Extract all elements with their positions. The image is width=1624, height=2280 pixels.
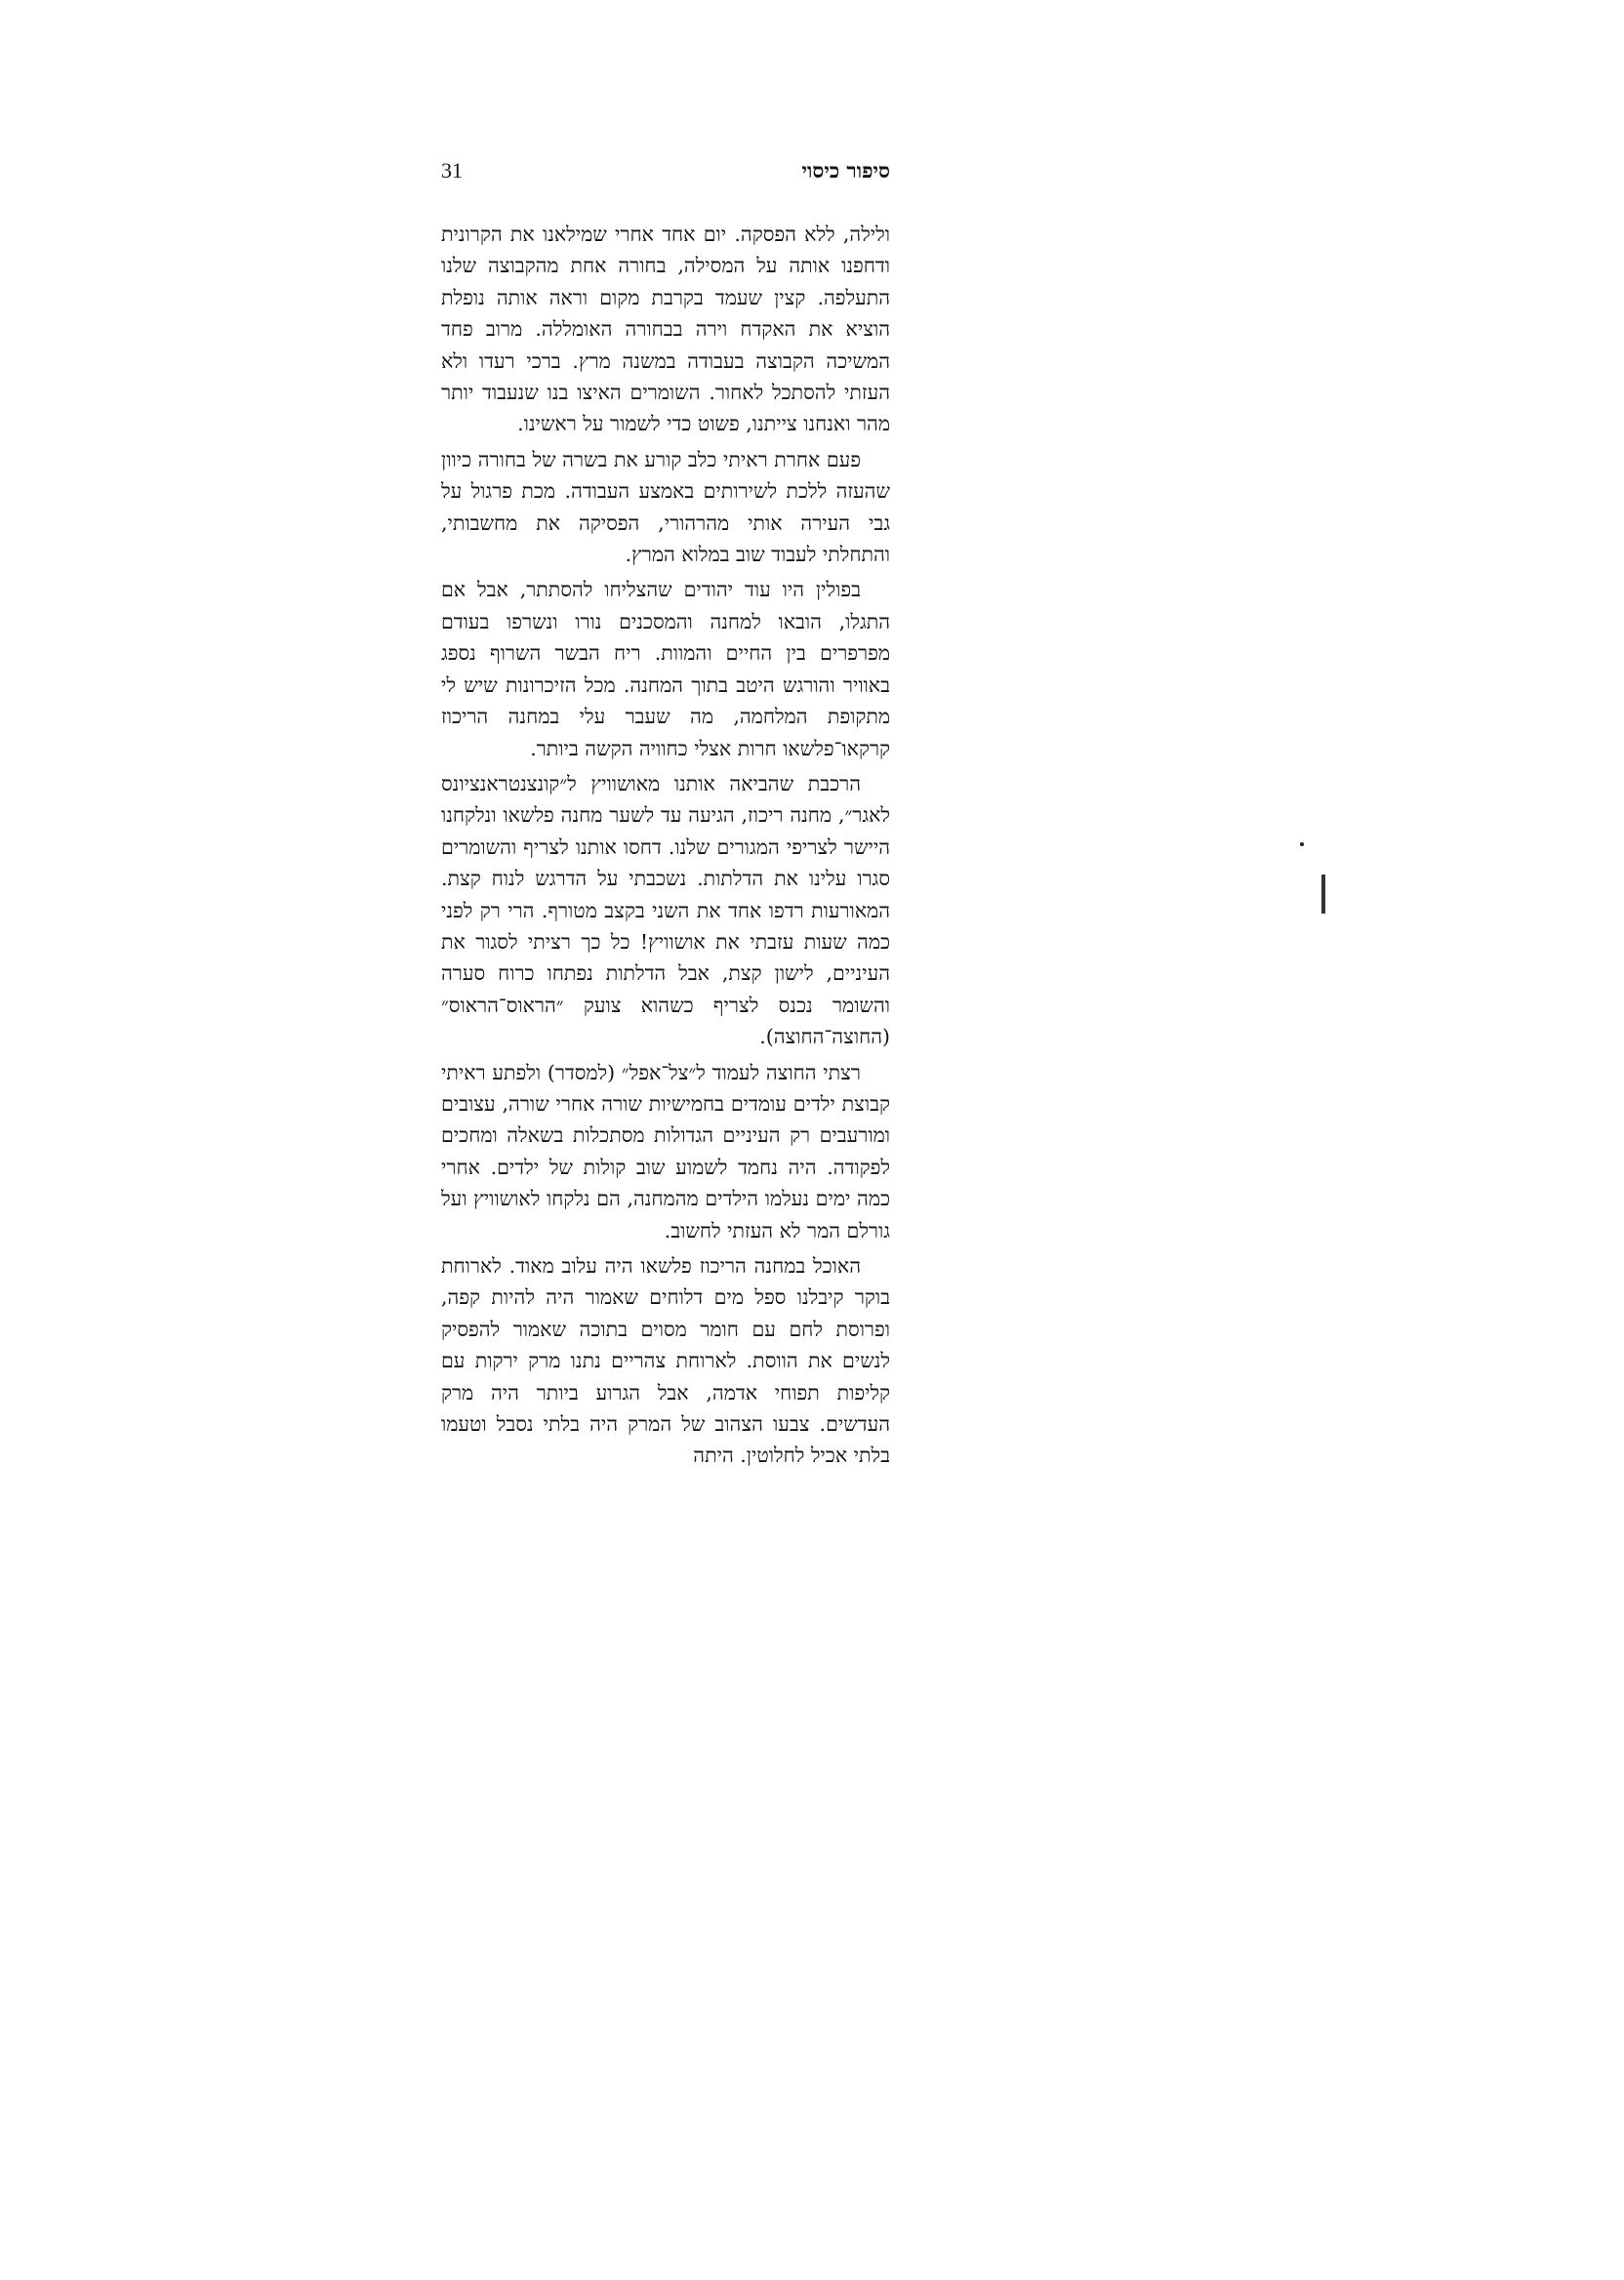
paragraph-4: הרכבת שהביאה אותנו מאושוויץ ל״קונצנטראנציונס לאגר״, מחנה ריכוז, הגיעה עד לשער מחנה פלשאו ונלקחנו היישר לצריפי המגורים שלנו. דחסו אותנו לצריף והשומרים סגרו עלינו את הדלתות. נשכבתי על הדרגש לנוח קצת. המאורעות רדפו אחד את השני בקצב מטורף. הרי רק לפני כמה שעות עזבתי את אושוויץ! כל כך רציתי לסגור את העיניים, לישון קצת, אבל הדלתות נפתחו כרוח סערה והשומר נכנס לצריף כשהוא צועק ״הראוס־הראוס״ (החוצה־החוצה). bbox=[441, 771, 890, 1049]
paragraph-3: בפולין היו עוד יהודים שהצליחו להסתתר, אבל אם התגלו, הובאו למחנה והמסכנים נורו ונשרפו בעודם מפרפרים בין החיים והמוות. ריח הבשר השרוף נספג באוויר והורגש היטב בתוך המחנה. מכל הזיכרונות שיש לי מתקופת המלחמה, מה שעבר עלי במחנה הריכוז קרקאו־פלשאו חרות אצלי כחוויה הקשה ביותר. bbox=[441, 578, 890, 760]
paragraph-1: ולילה, ללא הפסקה. יום אחד אחרי שמילאנו את הקרונית ודחפנו אותה על המסילה, בחורה אחת מהקבוצה שלנו התעלפה. קצין שעמד בקרבת מקום וראה אותה נופלת הוציא את האקדח וירה בבחורה האומללה. מרוב פחד המשיכה הקבוצה בעבודה במשנה מרץ. ברכי רעדו ולא העזתי להסתכל לאחור. השומרים האיצו בנו שנעבוד יותר מהר ואנחנו צייתנו, פשוט כדי לשמור על ראשינו. bbox=[441, 223, 890, 436]
page-number: 31 bbox=[441, 158, 463, 183]
paragraph-6: האוכל במחנה הריכוז פלשאו היה עלוב מאוד. לארוחת בוקר קיבלנו ספל מים דלוחים שאמור היה להיות קפה, ופרוסת לחם עם חומר מסוים בתוכה שאמור להפסיק לנשים את הווסת. לארוחת צהריים נתנו מרק ירקות עם קליפות תפוחי אדמה, אבל הגרוע ביותר היה מרק העדשים. צבעו הצהוב של המרק היה בלתי נסבל וטעמו בלתי אכיל לחלוטין. היתה bbox=[441, 1254, 890, 1468]
page-header bbox=[441, 156, 890, 185]
paragraph-5: רצתי החוצה לעמוד ל״צל־אפל״ (למסדר) ולפתע ראיתי קבוצת ילדים עומדים בחמישיות שורה אחרי שורה, עצובים ומורעבים רק העיניים הגדולות מסתכלות בשאלה ומחכים לפקודה. היה נחמד לשמוע שוב קולות של ילדים. אחרי כמה ימים נעלמו הילדים מהמחנה, הם נלקחו לאושוויץ ועל גורלם המר לא העזתי לחשוב. bbox=[441, 1060, 890, 1242]
running-title: סיפור כיסוי bbox=[801, 158, 890, 183]
paragraph-2: פעם אחרת ראיתי כלב קורע את בשרה של בחורה כיוון שהעזה ללכת לשירותים באמצע העבודה. מכת פרגול על גבי העירה אותי מהרהורי, הפסיקה את מחשבותי, והתחלתי לעבוד שוב במלוא המרץ. bbox=[441, 447, 890, 567]
body-text bbox=[441, 219, 890, 1472]
scan-speck-mark bbox=[1300, 842, 1304, 846]
scan-margin-mark bbox=[1321, 875, 1325, 914]
